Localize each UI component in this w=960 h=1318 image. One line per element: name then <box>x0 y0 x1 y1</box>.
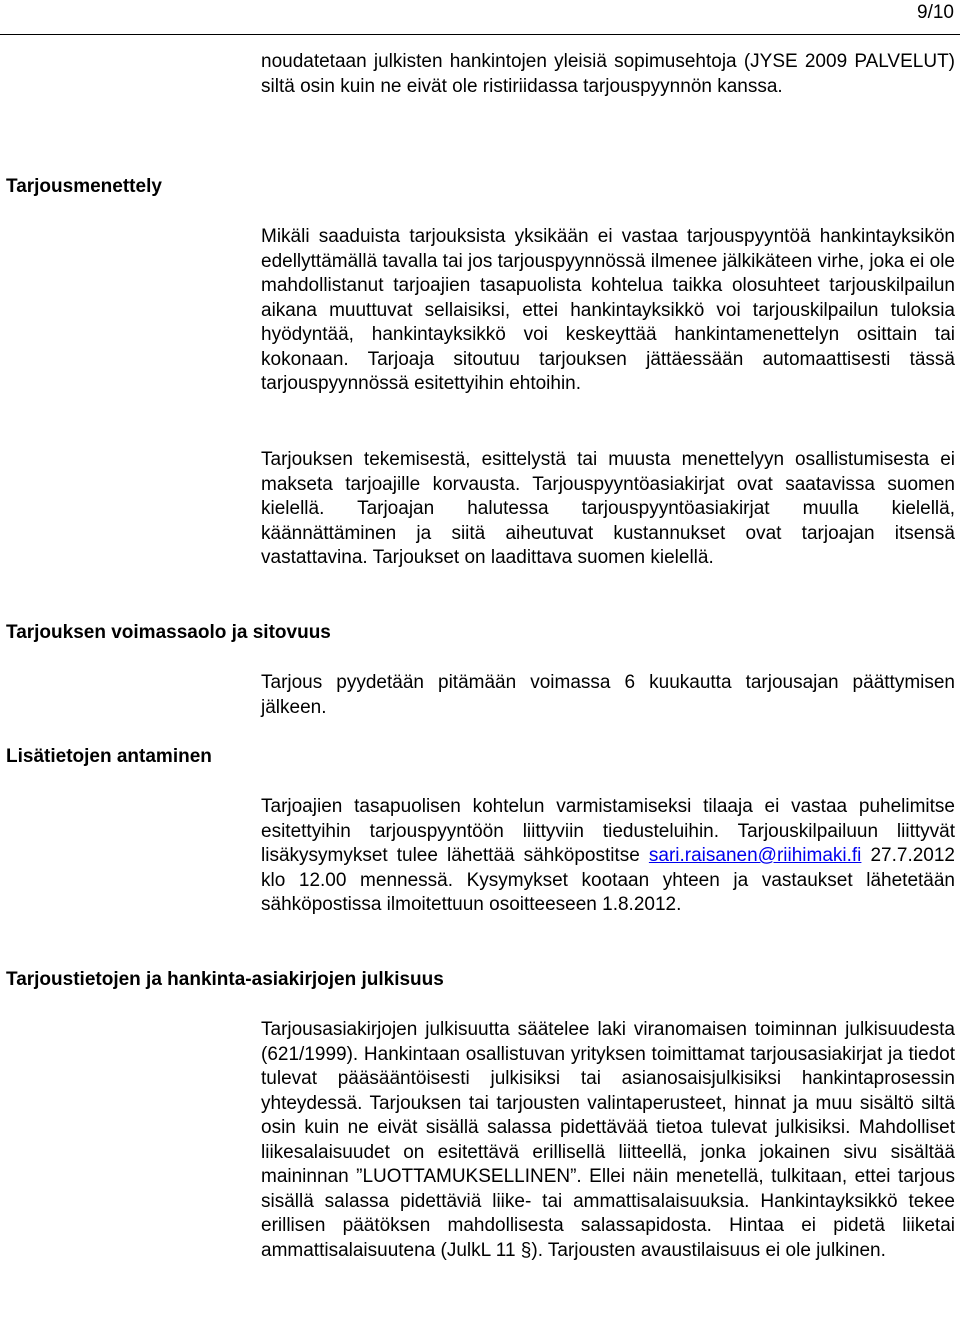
lisatietojen-text-after: 27.7.2012 klo 12.00 mennessä. Kysymykset kootaan yhteen ja vastaukset lähetetään sähköpostissa ilmoitettuun osoitteeseen 1.8.2012. <box>261 845 955 915</box>
tarjousmenettely-paragraph-1: Mikäli saaduista tarjouksista yksikään ei vastaa tarjouspyyntöä hankintayksikön edellyttämällä tavalla tai jos tarjouspyynnössä ilmenee jälkikäteen virhe, joka ei ole mahdollistanut tarjoajien tasapuolista kohtelua taikka olosuhteet tarjouskilpailun aikana muuttuvat sellaisiksi, ettei hankintayksikkö voi tarjouskilpailun tuloksia hyödyntää, hankintayksikkö voi keskeyttää hankintamenettelyn osittain tai kokonaan. Tarjoaja sitoutuu tarjouksen jättäessään automaattisesti tässä tarjouspyynnössä esitettyihin ehtoihin. <box>261 226 955 394</box>
tarjousmenettely-paragraph-2: Tarjouksen tekemisestä, esittelystä tai muusta menettelyyn osallistumisesta ei makseta tarjoajille korvausta. Tarjouspyyntöasiakirjat ovat saatavissa suomen kielellä. Tarjoajan halutessa tarjouspyyntöasiakirjat muulla kielellä, käännättäminen ja siitä aiheutuvat kustannukset ovat tarjoajan itsensä vastattavina. Tarjoukset on laadittava suomen kielellä. <box>261 449 955 568</box>
voimassaolo-paragraph: Tarjous pyydetään pitämään voimassa 6 kuukautta tarjousajan päättymisen jälkeen. <box>261 672 955 718</box>
header-rule <box>0 34 960 35</box>
lisatietojen-text-before: Tarjoajien tasapuolisen kohtelun varmistamiseksi tilaaja ei vastaa puhelimitse esitettyihin tarjouspyyntöön liittyviin tiedusteluihin. Tarjouskilpailuun liittyvät lisäkysymykset tulee lähettää sähköpostitse <box>261 796 955 866</box>
heading-lisatietojen: Lisätietojen antaminen <box>6 746 212 767</box>
heading-tarjousmenettely: Tarjousmenettely <box>6 176 162 197</box>
email-link[interactable]: sari.raisanen@riihimaki.fi <box>648 845 862 866</box>
heading-julkisuus: Tarjoustietojen ja hankinta-asiakirjojen julkisuus <box>6 969 444 990</box>
page-number: 9/10 <box>917 2 954 23</box>
julkisuus-paragraph: Tarjousasiakirjojen julkisuutta säätelee laki viranomaisen toiminnan julkisuudesta (621/1999). Hankintaan osallistuvan yrityksen toimittamat tarjousasiakirjat ja tiedot tulevat pääsääntöisesti julkisiksi tai asianosaisjulkisiksi hankintaprosessin yhteydessä. Tarjouksen tai tarjousten valintaperusteet, hinnat ja muu sisältö siltä osin kuin ne eivät sisällä salassa pidettävää tietoa tulevat julkisiksi. Mahdolliset liikesalaisuudet on esitettävä erillisellä liitteellä, jonka jokainen sivu sisältää maininnan ”LUOTTAMUKSELLINEN”. Ellei näin menetellä, tulkitaan, ettei tarjous sisällä salassa pidettäviä liike- tai ammattisalaisuuksia. Hankintayksikkö tekee erillisen päätöksen mahdollisesta salassapidosta. Hintaa ei pidetä liiketai ammattisalaisuutena (JulkL 11 §). Tarjousten avaustilaisuus ei ole julkinen. <box>261 1019 955 1261</box>
heading-voimassaolo: Tarjouksen voimassaolo ja sitovuus <box>6 622 331 643</box>
lisatietojen-paragraph <box>261 795 955 918</box>
intro-paragraph: noudatetaan julkisten hankintojen yleisiä sopimusehtoja (JYSE 2009 PALVELUT) siltä osin kuin ne eivät ole ristiriidassa tarjouspyynnön kanssa. <box>261 51 955 97</box>
